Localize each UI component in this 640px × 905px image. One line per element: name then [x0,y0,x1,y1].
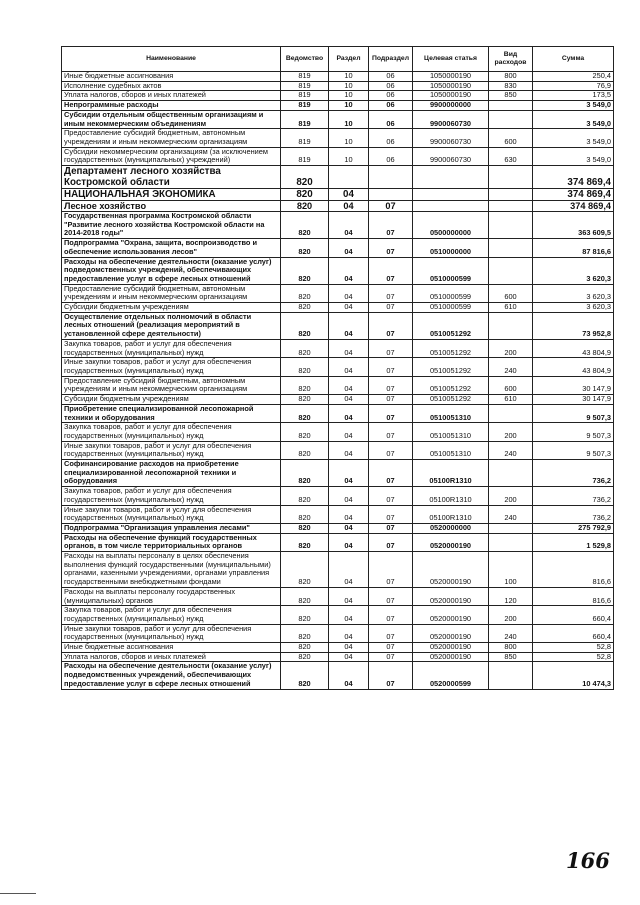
row-target-cell: 0500000000 [413,212,489,239]
row-subsection-cell: 06 [369,110,413,128]
row-target-cell: 05100R1310 [413,505,489,523]
row-target-cell: 9900060730 [413,110,489,128]
row-target-cell [413,166,489,189]
table-row [62,376,614,394]
row-dept-cell: 820 [281,460,329,487]
row-name-cell: НАЦИОНАЛЬНАЯ ЭКОНОМИКА [62,189,281,201]
row-name-cell: Закупка товаров, работ и услуг для обеспечения государственных (муниципальных) нужд [62,606,281,624]
row-sum-cell: 52,8 [533,643,614,653]
row-subsection-cell: 07 [369,201,413,212]
row-type-cell: 630 [489,147,533,165]
row-section-cell: 04 [329,189,369,201]
row-target-cell: 0510051292 [413,312,489,339]
row-sum-cell: 736,2 [533,460,614,487]
row-target-cell: 0520000190 [413,533,489,551]
row-section-cell: 10 [329,147,369,165]
row-type-cell [489,257,533,284]
margin-line [0,893,36,894]
row-name-cell: Подпрограмма "Охрана, защита, воспроизводство и обеспечение использования лесов" [62,239,281,257]
row-section-cell: 04 [329,423,369,441]
row-name-cell: Субсидии некоммерческим организациям (за исключением государственных (муниципальных) учреждений) [62,147,281,165]
row-target-cell: 9900060730 [413,129,489,147]
row-type-cell [489,239,533,257]
row-target-cell: 0510051310 [413,404,489,422]
row-type-cell: 100 [489,552,533,588]
row-name-cell: Расходы на обеспечение деятельности (оказание услуг) подведомственных учреждений, обеспечивающих предоставление услуг в сфере лесных отношений [62,257,281,284]
row-dept-cell: 820 [281,303,329,313]
row-section-cell: 04 [329,284,369,302]
table-row [62,552,614,588]
row-type-cell: 850 [489,652,533,662]
row-sum-cell: 736,2 [533,505,614,523]
row-subsection-cell [369,189,413,201]
row-subsection-cell: 07 [369,652,413,662]
header-name: Наименование [62,47,281,72]
row-target-cell: 0510000599 [413,284,489,302]
row-dept-cell: 819 [281,91,329,101]
row-sum-cell: 363 609,5 [533,212,614,239]
row-subsection-cell: 07 [369,358,413,376]
row-section-cell: 04 [329,339,369,357]
row-section-cell: 04 [329,505,369,523]
row-type-cell: 830 [489,81,533,91]
row-sum-cell: 3 549,0 [533,129,614,147]
table-row [62,441,614,459]
row-target-cell [413,201,489,212]
row-name-cell: Государственная программа Костромской области "Развитие лесного хозяйства Костромской области на 2014-2018 годы" [62,212,281,239]
row-target-cell: 0510051310 [413,441,489,459]
row-subsection-cell: 07 [369,284,413,302]
row-dept-cell: 820 [281,487,329,505]
row-sum-cell: 3 620,3 [533,303,614,313]
table-row [62,201,614,212]
row-dept-cell: 820 [281,395,329,405]
row-target-cell: 0520000190 [413,643,489,653]
table-row [62,587,614,605]
row-section-cell: 04 [329,212,369,239]
row-section-cell: 10 [329,81,369,91]
row-sum-cell: 275 792,9 [533,523,614,533]
row-subsection-cell: 06 [369,72,413,82]
row-dept-cell: 819 [281,72,329,82]
row-subsection-cell: 07 [369,303,413,313]
table-row [62,239,614,257]
row-dept-cell: 820 [281,441,329,459]
row-type-cell: 800 [489,643,533,653]
row-target-cell: 1050000190 [413,72,489,82]
row-sum-cell: 816,6 [533,587,614,605]
row-name-cell: Закупка товаров, работ и услуг для обеспечения государственных (муниципальных) нужд [62,423,281,441]
row-subsection-cell: 07 [369,395,413,405]
row-sum-cell: 3 549,0 [533,110,614,128]
row-name-cell: Иные бюджетные ассигнования [62,72,281,82]
row-name-cell: Иные закупки товаров, работ и услуг для обеспечения государственных (муниципальных) нужд [62,624,281,642]
table-row [62,284,614,302]
row-sum-cell: 736,2 [533,487,614,505]
table-row [62,212,614,239]
table-row [62,110,614,128]
row-section-cell: 04 [329,201,369,212]
row-section-cell: 04 [329,662,369,689]
row-type-cell [489,110,533,128]
row-type-cell: 240 [489,358,533,376]
row-target-cell: 0520000190 [413,652,489,662]
table-row [62,624,614,642]
row-section-cell: 04 [329,395,369,405]
row-dept-cell: 820 [281,587,329,605]
row-sum-cell: 374 869,4 [533,166,614,189]
row-subsection-cell: 07 [369,533,413,551]
row-target-cell: 0510051310 [413,423,489,441]
row-sum-cell: 250,4 [533,72,614,82]
table-row [62,189,614,201]
table-row [62,72,614,82]
row-section-cell: 04 [329,376,369,394]
row-target-cell: 0510000000 [413,239,489,257]
row-section-cell: 04 [329,404,369,422]
table-row [62,312,614,339]
row-dept-cell: 820 [281,339,329,357]
row-subsection-cell: 07 [369,376,413,394]
table-row [62,505,614,523]
row-name-cell: Субсидии бюджетным учреждениям [62,395,281,405]
row-subsection-cell: 07 [369,404,413,422]
row-dept-cell: 820 [281,257,329,284]
row-sum-cell: 30 147,9 [533,376,614,394]
row-dept-cell: 820 [281,624,329,642]
row-section-cell: 04 [329,533,369,551]
row-type-cell: 240 [489,505,533,523]
row-target-cell: 1050000190 [413,81,489,91]
row-dept-cell: 820 [281,552,329,588]
row-section-cell: 04 [329,624,369,642]
header-target: Целевая статья [413,47,489,72]
table-row [62,523,614,533]
row-type-cell [489,460,533,487]
row-section-cell: 04 [329,523,369,533]
row-subsection-cell: 07 [369,312,413,339]
row-dept-cell: 820 [281,606,329,624]
row-type-cell [489,523,533,533]
table-row [62,652,614,662]
row-type-cell: 610 [489,303,533,313]
row-target-cell: 0510051292 [413,339,489,357]
row-name-cell: Предоставление субсидий бюджетным, автономным учреждениям и иным некоммерческим организациям [62,376,281,394]
row-sum-cell: 1 529,8 [533,533,614,551]
row-sum-cell: 43 804,9 [533,358,614,376]
row-name-cell: Предоставление субсидий бюджетным, автономным учреждениям и иным некоммерческим организациям [62,129,281,147]
row-dept-cell: 820 [281,533,329,551]
row-target-cell: 9900060730 [413,147,489,165]
row-type-cell [489,533,533,551]
table-row [62,423,614,441]
row-type-cell: 200 [489,487,533,505]
row-subsection-cell: 07 [369,624,413,642]
table-row [62,643,614,653]
row-section-cell: 04 [329,652,369,662]
row-dept-cell: 820 [281,652,329,662]
table-row [62,257,614,284]
table-row [62,358,614,376]
row-type-cell [489,404,533,422]
row-name-cell: Департамент лесного хозяйства Костромской области [62,166,281,189]
header-type: Вид расходов [489,47,533,72]
row-name-cell: Предоставление субсидий бюджетным, автономным учреждениям и иным некоммерческим организациям [62,284,281,302]
row-sum-cell: 43 804,9 [533,339,614,357]
row-sum-cell: 374 869,4 [533,189,614,201]
row-target-cell: 05100R1310 [413,487,489,505]
row-subsection-cell: 07 [369,587,413,605]
row-subsection-cell: 07 [369,212,413,239]
row-type-cell [489,312,533,339]
row-name-cell: Расходы на обеспечение деятельности (оказание услуг) подведомственных учреждений, обеспечивающих предоставление услуг в сфере лесных отношений [62,662,281,689]
row-subsection-cell: 07 [369,552,413,588]
table-row [62,147,614,165]
table-row [62,606,614,624]
row-sum-cell: 660,4 [533,606,614,624]
row-target-cell: 0510000599 [413,257,489,284]
row-target-cell: 0510051292 [413,376,489,394]
row-name-cell: Иные закупки товаров, работ и услуг для обеспечения государственных (муниципальных) нужд [62,505,281,523]
row-sum-cell: 3 620,3 [533,257,614,284]
header-sum: Сумма [533,47,614,72]
row-type-cell [489,212,533,239]
row-type-cell: 600 [489,129,533,147]
row-name-cell: Непрограммные расходы [62,101,281,111]
row-subsection-cell [369,166,413,189]
row-sum-cell: 9 507,3 [533,404,614,422]
row-dept-cell: 820 [281,212,329,239]
page-number: 166 [566,848,610,873]
row-section-cell: 10 [329,101,369,111]
row-dept-cell: 819 [281,147,329,165]
row-dept-cell: 820 [281,662,329,689]
row-section-cell: 04 [329,643,369,653]
table-row [62,166,614,189]
row-target-cell: 0510051292 [413,358,489,376]
row-type-cell: 200 [489,423,533,441]
row-section-cell [329,166,369,189]
row-type-cell [489,662,533,689]
row-target-cell: 0510051292 [413,395,489,405]
row-sum-cell: 374 869,4 [533,201,614,212]
row-dept-cell: 820 [281,404,329,422]
row-dept-cell: 820 [281,189,329,201]
table-row [62,460,614,487]
row-sum-cell: 76,9 [533,81,614,91]
row-type-cell: 120 [489,587,533,605]
row-dept-cell: 820 [281,166,329,189]
row-type-cell: 600 [489,376,533,394]
row-subsection-cell: 07 [369,339,413,357]
row-name-cell: Приобретение специализированной лесопожарной техники и оборудования [62,404,281,422]
row-section-cell: 04 [329,257,369,284]
row-name-cell: Закупка товаров, работ и услуг для обеспечения государственных (муниципальных) нужд [62,339,281,357]
row-sum-cell: 52,8 [533,652,614,662]
row-dept-cell: 819 [281,129,329,147]
row-type-cell: 800 [489,72,533,82]
row-target-cell: 0520000190 [413,552,489,588]
row-section-cell: 04 [329,312,369,339]
row-section-cell: 04 [329,487,369,505]
table-header [62,47,614,72]
row-subsection-cell: 06 [369,129,413,147]
row-target-cell: 0520000190 [413,587,489,605]
row-section-cell: 10 [329,129,369,147]
table-row [62,339,614,357]
row-target-cell: 9900000000 [413,101,489,111]
row-dept-cell: 820 [281,358,329,376]
row-type-cell: 610 [489,395,533,405]
row-dept-cell: 819 [281,101,329,111]
row-subsection-cell: 07 [369,257,413,284]
row-name-cell: Исполнение судебных актов [62,81,281,91]
row-sum-cell: 9 507,3 [533,423,614,441]
row-target-cell: 0520000190 [413,624,489,642]
row-type-cell: 200 [489,339,533,357]
row-section-cell: 04 [329,552,369,588]
row-subsection-cell: 07 [369,662,413,689]
header-section: Раздел [329,47,369,72]
table-row [62,662,614,689]
row-sum-cell: 173,5 [533,91,614,101]
row-section-cell: 10 [329,91,369,101]
row-type-cell: 850 [489,91,533,101]
row-type-cell: 240 [489,441,533,459]
row-subsection-cell: 06 [369,147,413,165]
header-dept: Ведомство [281,47,329,72]
row-sum-cell: 816,6 [533,552,614,588]
row-dept-cell: 820 [281,505,329,523]
row-target-cell: 0520000599 [413,662,489,689]
row-name-cell: Иные бюджетные ассигнования [62,643,281,653]
row-subsection-cell: 07 [369,606,413,624]
row-sum-cell: 73 952,8 [533,312,614,339]
row-sum-cell: 3 549,0 [533,147,614,165]
row-target-cell: 1050000190 [413,91,489,101]
row-subsection-cell: 07 [369,239,413,257]
row-dept-cell: 820 [281,376,329,394]
table-row [62,404,614,422]
row-subsection-cell: 06 [369,81,413,91]
row-subsection-cell: 07 [369,523,413,533]
row-sum-cell: 9 507,3 [533,441,614,459]
row-dept-cell: 820 [281,239,329,257]
row-name-cell: Осуществление отдельных полномочий в области лесных отношений (реализация мероприятий в установленной сфере деятельности) [62,312,281,339]
row-sum-cell: 30 147,9 [533,395,614,405]
row-section-cell: 04 [329,303,369,313]
row-name-cell: Иные закупки товаров, работ и услуг для обеспечения государственных (муниципальных) нужд [62,441,281,459]
header-subsection: Подраздел [369,47,413,72]
row-type-cell [489,101,533,111]
row-dept-cell: 819 [281,81,329,91]
row-dept-cell: 820 [281,284,329,302]
row-target-cell: 0510000599 [413,303,489,313]
row-name-cell: Подпрограмма "Организация управления лесами" [62,523,281,533]
row-sum-cell: 3 620,3 [533,284,614,302]
row-section-cell: 04 [329,460,369,487]
row-name-cell: Субсидии отдельным общественным организациям и иным некоммерческим объединениям [62,110,281,128]
row-dept-cell: 820 [281,643,329,653]
row-name-cell: Расходы на выплаты персоналу в целях обеспечения выполнения функций государственными (муниципальными) органами, казенными учреждениями, органами управления государственными внебюджетными фондами [62,552,281,588]
row-section-cell: 04 [329,441,369,459]
row-target-cell: 0520000190 [413,606,489,624]
row-name-cell: Иные закупки товаров, работ и услуг для обеспечения государственных (муниципальных) нужд [62,358,281,376]
row-subsection-cell: 07 [369,487,413,505]
row-dept-cell: 820 [281,312,329,339]
row-subsection-cell: 06 [369,101,413,111]
row-subsection-cell: 06 [369,91,413,101]
row-section-cell: 04 [329,239,369,257]
row-subsection-cell: 07 [369,423,413,441]
row-target-cell: 0520000000 [413,523,489,533]
row-name-cell: Уплата налогов, сборов и иных платежей [62,652,281,662]
row-section-cell: 04 [329,358,369,376]
row-section-cell: 10 [329,72,369,82]
table-row [62,533,614,551]
row-type-cell: 240 [489,624,533,642]
row-subsection-cell: 07 [369,460,413,487]
table-body [62,72,614,690]
row-type-cell [489,201,533,212]
row-subsection-cell: 07 [369,643,413,653]
row-type-cell [489,166,533,189]
table-row [62,395,614,405]
table-row [62,91,614,101]
row-sum-cell: 10 474,3 [533,662,614,689]
row-section-cell: 04 [329,606,369,624]
row-type-cell: 200 [489,606,533,624]
row-dept-cell: 819 [281,110,329,128]
row-name-cell: Субсидии бюджетным учреждениям [62,303,281,313]
table-row [62,129,614,147]
row-name-cell: Закупка товаров, работ и услуг для обеспечения государственных (муниципальных) нужд [62,487,281,505]
row-dept-cell: 820 [281,523,329,533]
table-row [62,81,614,91]
row-name-cell: Расходы на обеспечение функций государственных органов, в том числе территориальных органов [62,533,281,551]
row-sum-cell: 660,4 [533,624,614,642]
row-subsection-cell: 07 [369,505,413,523]
row-section-cell: 10 [329,110,369,128]
row-dept-cell: 820 [281,201,329,212]
row-subsection-cell: 07 [369,441,413,459]
row-dept-cell: 820 [281,423,329,441]
row-sum-cell: 87 816,6 [533,239,614,257]
row-type-cell: 600 [489,284,533,302]
row-target-cell [413,189,489,201]
row-target-cell: 05100R1310 [413,460,489,487]
row-name-cell: Софинансирование расходов на приобретение специализированной лесопожарной техники и оборудования [62,460,281,487]
table-row [62,303,614,313]
table-row [62,487,614,505]
row-type-cell [489,189,533,201]
row-name-cell: Уплата налогов, сборов и иных платежей [62,91,281,101]
row-name-cell: Расходы на выплаты персоналу государственных (муниципальных) органов [62,587,281,605]
row-section-cell: 04 [329,587,369,605]
row-name-cell: Лесное хозяйство [62,201,281,212]
budget-table [61,46,614,690]
table-row [62,101,614,111]
row-sum-cell: 3 549,0 [533,101,614,111]
